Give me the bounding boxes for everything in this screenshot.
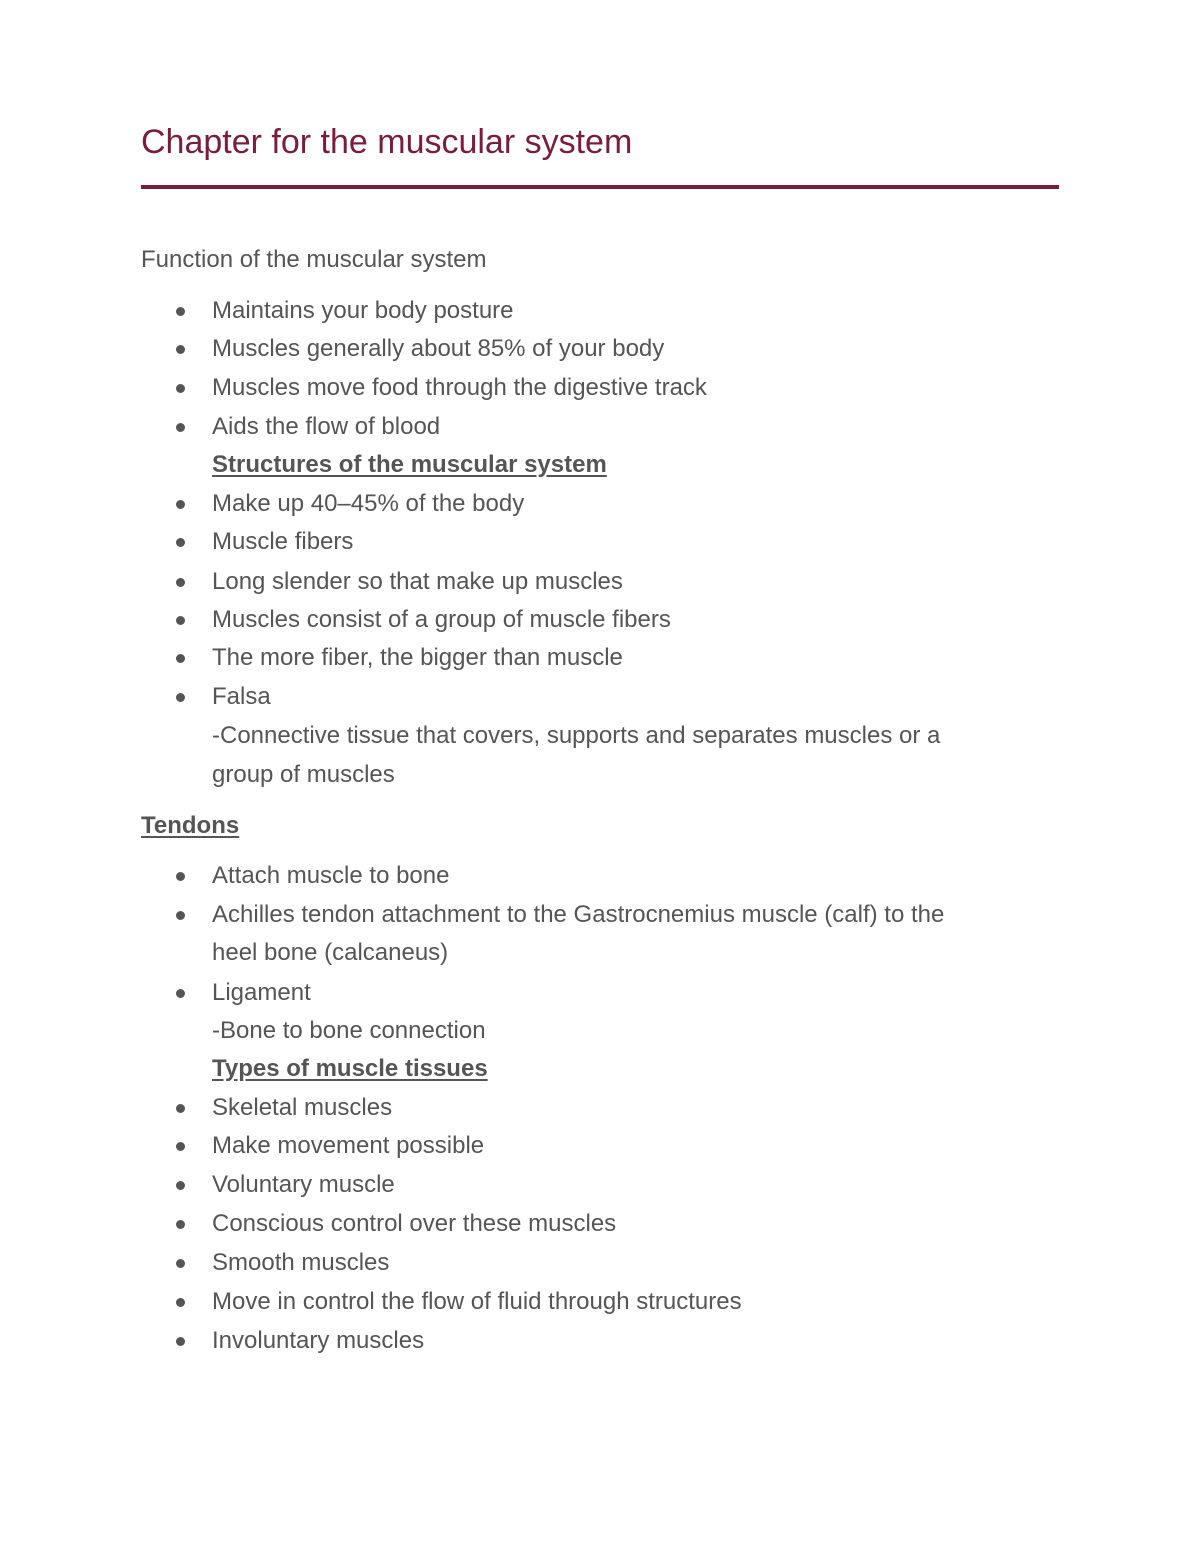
bullet-icon <box>176 1181 185 1190</box>
bullet-icon <box>176 1142 185 1151</box>
bullet-icon <box>176 693 185 702</box>
title-divider <box>141 185 1059 189</box>
list-item: Maintains your body posture <box>212 297 514 324</box>
structures-heading: Structures of the muscular system <box>212 451 607 478</box>
list-item: Make up 40–45% of the body <box>212 490 525 517</box>
bullet-icon <box>176 654 185 663</box>
tendons-heading: Tendons <box>141 812 240 839</box>
function-heading: Function of the muscular system <box>141 246 487 273</box>
list-item: Aids the flow of blood <box>212 413 441 440</box>
bullet-icon <box>176 384 185 393</box>
bullet-icon <box>176 1337 185 1346</box>
list-item: Muscle fibers <box>212 528 354 555</box>
bullet-icon <box>176 1220 185 1229</box>
bullet-icon <box>176 423 185 432</box>
falsa-note: -Connective tissue that covers, supports and separates muscles or a <box>212 722 941 749</box>
bullet-icon <box>176 307 185 316</box>
list-item: Attach muscle to bone <box>212 862 450 889</box>
list-item: Smooth muscles <box>212 1249 390 1276</box>
list-item: Make movement possible <box>212 1132 485 1159</box>
list-item: Ligament <box>212 979 311 1006</box>
bullet-icon <box>176 578 185 587</box>
list-item: Move in control the flow of fluid through structures <box>212 1288 742 1315</box>
list-item: Falsa <box>212 683 271 710</box>
bullet-icon <box>176 1298 185 1307</box>
page-title: Chapter for the muscular system <box>141 123 633 161</box>
bullet-icon <box>176 538 185 547</box>
bullet-icon <box>176 616 185 625</box>
bullet-icon <box>176 989 185 998</box>
tissue-types-heading: Types of muscle tissues <box>212 1055 488 1082</box>
list-item: Achilles tendon attachment to the Gastrocnemius muscle (calf) to the <box>212 901 945 928</box>
list-item: Skeletal muscles <box>212 1094 393 1121</box>
bullet-icon <box>176 500 185 509</box>
bullet-icon <box>176 911 185 920</box>
list-item: Muscles consist of a group of muscle fibers <box>212 606 671 633</box>
ligament-note: -Bone to bone connection <box>212 1017 486 1044</box>
list-item-continuation: heel bone (calcaneus) <box>212 939 449 966</box>
falsa-note-continuation: group of muscles <box>212 761 395 788</box>
list-item: Voluntary muscle <box>212 1171 395 1198</box>
list-item: The more fiber, the bigger than muscle <box>212 644 623 671</box>
list-item: Involuntary muscles <box>212 1327 425 1354</box>
list-item: Muscles move food through the digestive track <box>212 374 707 401</box>
bullet-icon <box>176 1104 185 1113</box>
list-item: Long slender so that make up muscles <box>212 568 623 595</box>
bullet-icon <box>176 872 185 881</box>
list-item: Conscious control over these muscles <box>212 1210 617 1237</box>
bullet-icon <box>176 1259 185 1268</box>
list-item: Muscles generally about 85% of your body <box>212 335 665 362</box>
bullet-icon <box>176 345 185 354</box>
